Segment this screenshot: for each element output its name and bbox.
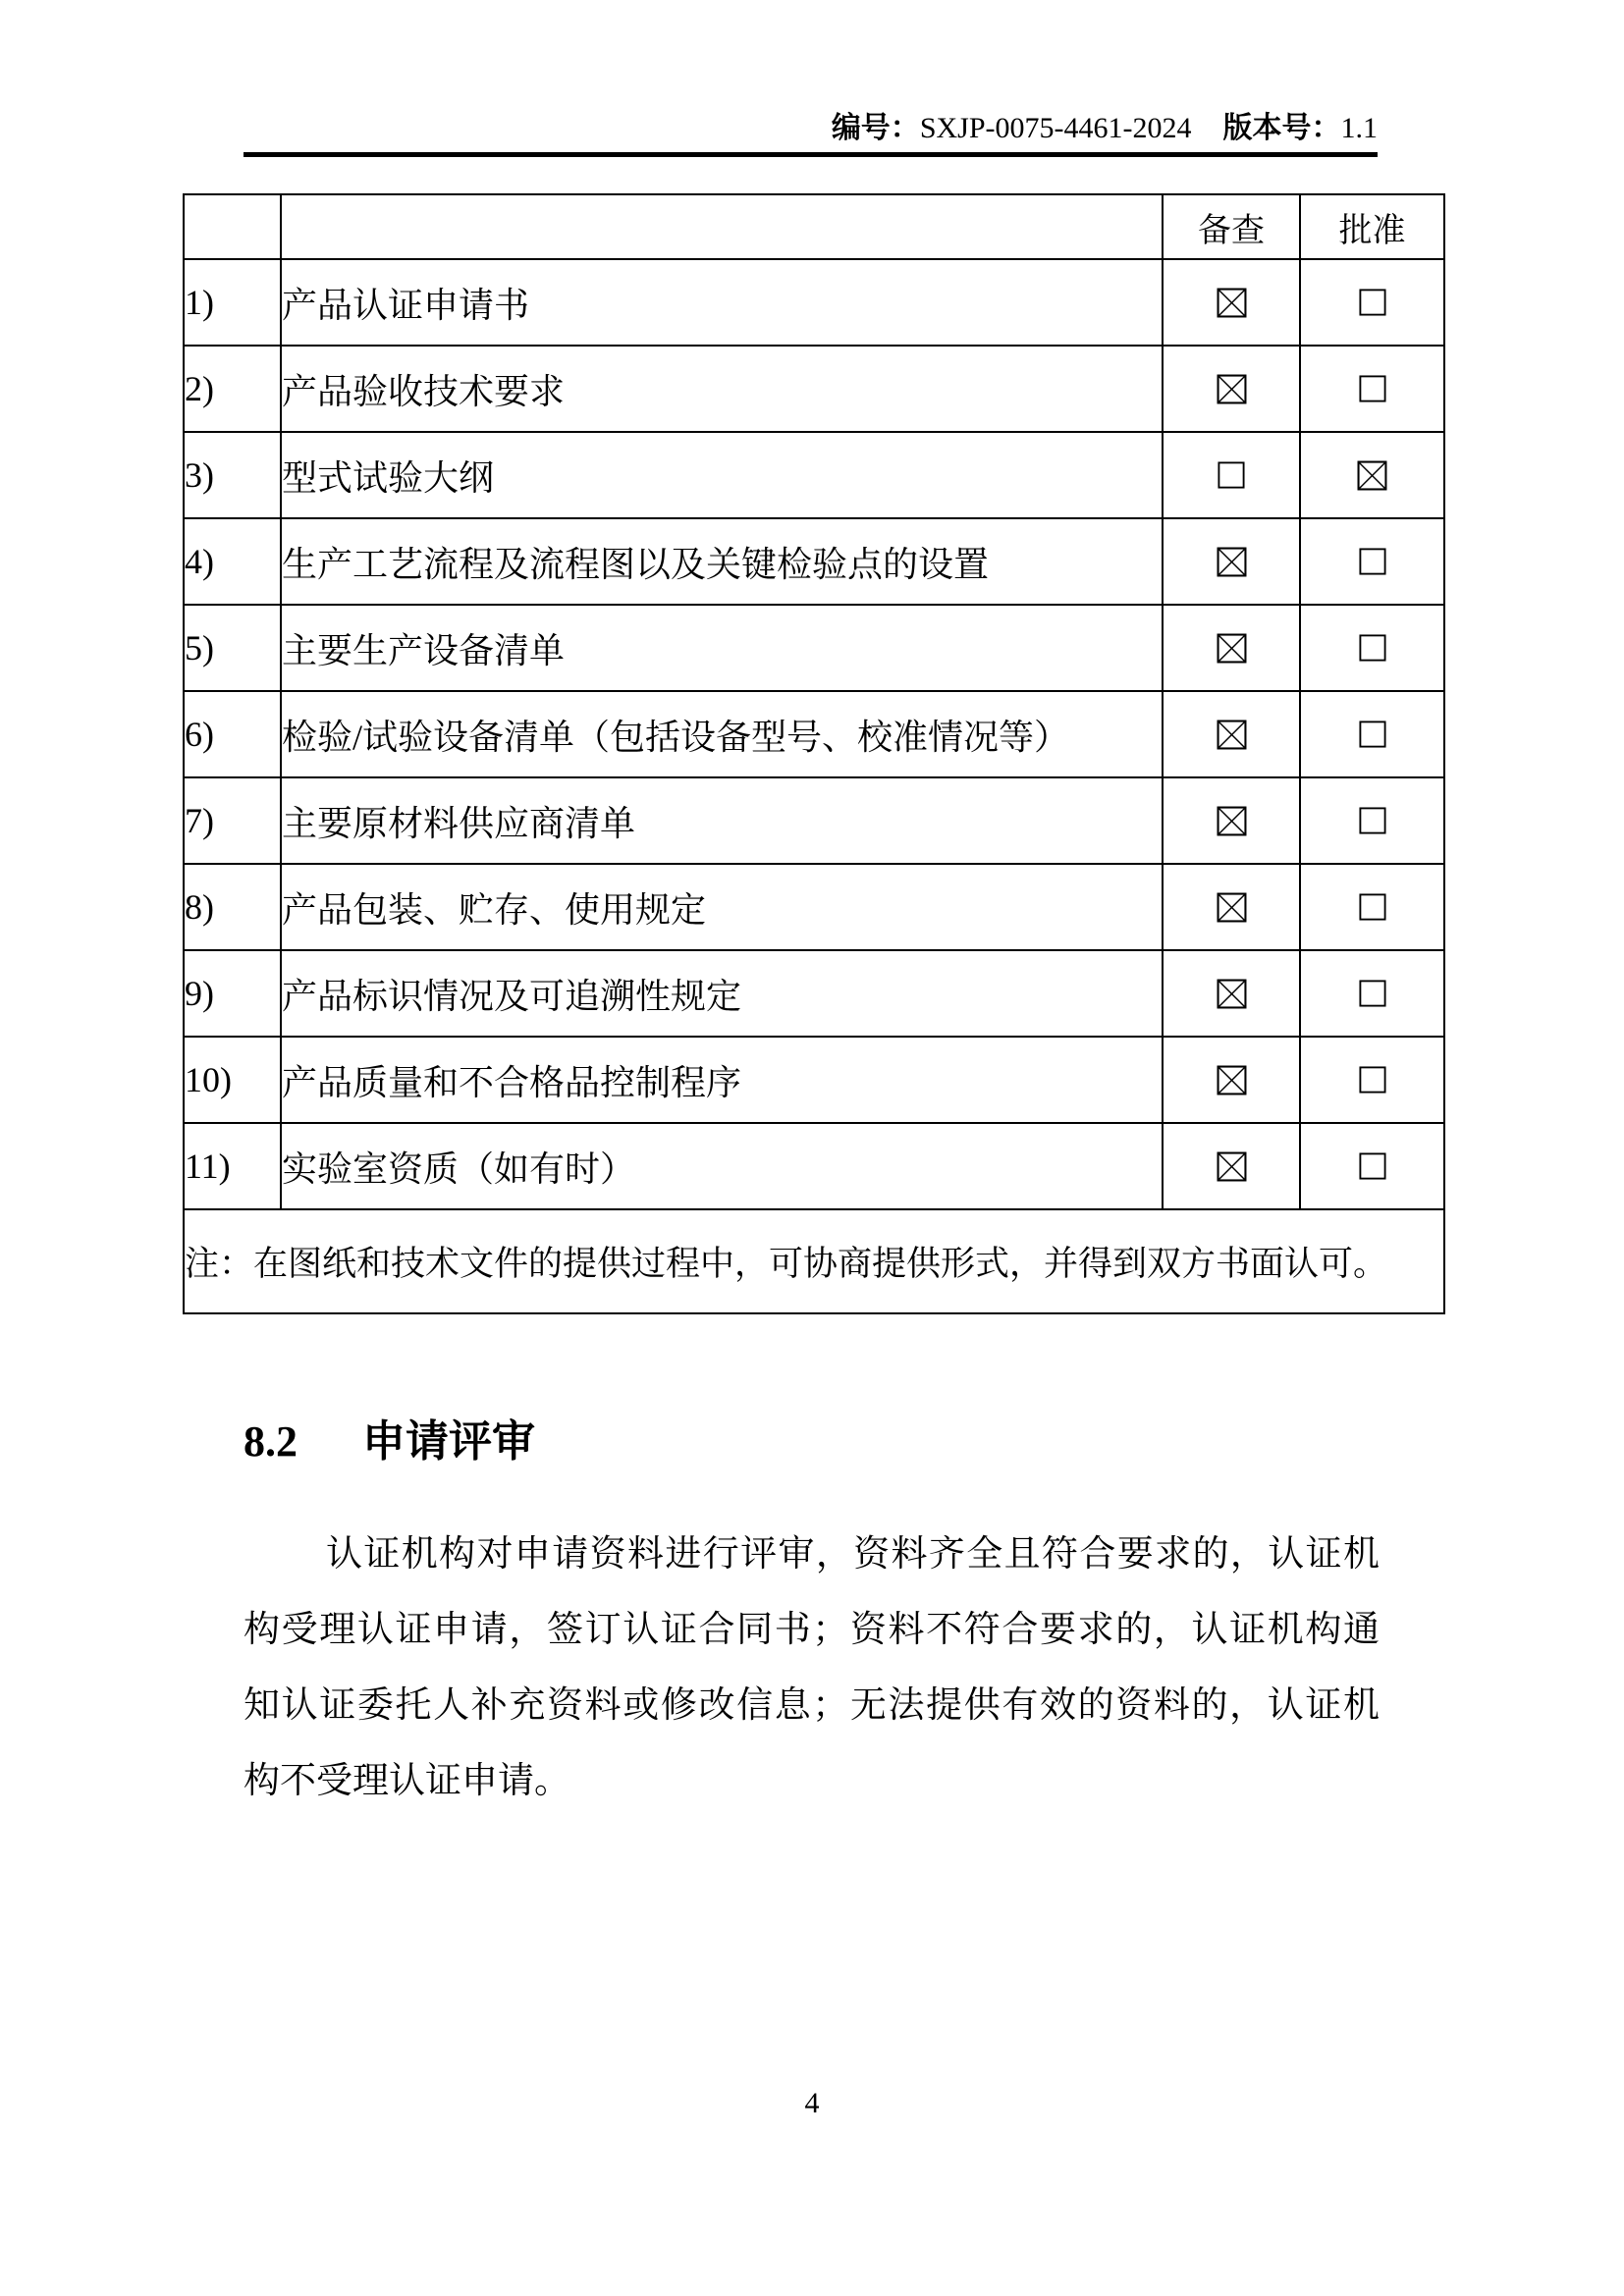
checkbox-unchecked-icon [1359, 807, 1386, 834]
row-item-label: 生产工艺流程及流程图以及关键检验点的设置 [281, 518, 1163, 605]
row-item-label: 主要生产设备清单 [281, 605, 1163, 691]
row-number: 9) [184, 950, 281, 1037]
version-value: 1.1 [1340, 112, 1378, 144]
table-row [184, 432, 1444, 518]
checkbox-checked-icon [1217, 547, 1247, 577]
doc-header [244, 110, 1378, 147]
corner-cell [184, 194, 281, 259]
col-header-beicha: 备查 [1163, 194, 1300, 259]
beicha-cell [1163, 864, 1300, 950]
paragraph-line: 认证机构对申请资料进行评审，资料齐全且符合要求的，认证机 [326, 1534, 1380, 1575]
row-item-label: 产品包装、贮存、使用规定 [281, 864, 1163, 950]
checkbox-unchecked-icon [1359, 548, 1386, 575]
checkbox-checked-icon [1217, 633, 1247, 664]
row-number: 10) [184, 1037, 281, 1123]
row-item-label: 实验室资质（如有时） [281, 1123, 1163, 1209]
beicha-cell [1163, 605, 1300, 691]
row-number: 5) [184, 605, 281, 691]
paragraph-line: 知认证委托人补充资料或修改信息；无法提供有效的资料的，认证机 [244, 1685, 1380, 1726]
checkbox-checked-icon [1217, 892, 1247, 923]
row-number: 11) [184, 1123, 281, 1209]
checkbox-checked-icon [1357, 460, 1387, 491]
row-item-label: 产品认证申请书 [281, 259, 1163, 346]
checkbox-checked-icon [1217, 374, 1247, 404]
row-number: 4) [184, 518, 281, 605]
row-item-label: 产品验收技术要求 [281, 346, 1163, 432]
pizhun-cell [1300, 691, 1444, 777]
pizhun-cell [1300, 432, 1444, 518]
table-note: 注：在图纸和技术文件的提供过程中，可协商提供形式，并得到双方书面认可。 [184, 1209, 1444, 1313]
table-row [184, 864, 1444, 950]
row-item-label: 产品质量和不合格品控制程序 [281, 1037, 1163, 1123]
row-item-label: 检验/试验设备清单（包括设备型号、校准情况等） [281, 691, 1163, 777]
pizhun-cell [1300, 950, 1444, 1037]
row-number: 8) [184, 864, 281, 950]
checkbox-checked-icon [1217, 720, 1247, 750]
pizhun-cell [1300, 605, 1444, 691]
item-header-cell [281, 194, 1163, 259]
pizhun-cell [1300, 518, 1444, 605]
row-item-label: 型式试验大纲 [281, 432, 1163, 518]
version-label: 版本号： [1222, 112, 1341, 144]
table-row [184, 518, 1444, 605]
table-row [184, 950, 1444, 1037]
row-number: 7) [184, 777, 281, 864]
table-note-row [184, 1209, 1444, 1313]
table-row [184, 346, 1444, 432]
section-title: 申请评审 [362, 1417, 535, 1466]
checklist-body [184, 194, 1444, 1313]
row-item-label: 产品标识情况及可追溯性规定 [281, 950, 1163, 1037]
checkbox-unchecked-icon [1359, 375, 1386, 402]
section-heading [244, 1406, 535, 1468]
pizhun-cell [1300, 346, 1444, 432]
table-row [184, 777, 1444, 864]
checkbox-unchecked-icon [1218, 461, 1245, 489]
beicha-cell [1163, 518, 1300, 605]
beicha-cell [1163, 950, 1300, 1037]
row-number: 3) [184, 432, 281, 518]
table-header-row [184, 194, 1444, 259]
beicha-cell [1163, 432, 1300, 518]
page-number: 4 [804, 2087, 820, 2119]
table-row [184, 1123, 1444, 1209]
header-rule [244, 152, 1378, 157]
checkbox-unchecked-icon [1359, 289, 1386, 316]
col-header-pizhun: 批准 [1300, 194, 1444, 259]
checkbox-unchecked-icon [1359, 721, 1386, 748]
checklist-table [183, 193, 1445, 1314]
section-number: 8.2 [244, 1417, 298, 1466]
pizhun-cell [1300, 1123, 1444, 1209]
body-paragraph [244, 1517, 1380, 1819]
pizhun-cell [1300, 1037, 1444, 1123]
row-number: 2) [184, 346, 281, 432]
checkbox-checked-icon [1217, 288, 1247, 318]
beicha-cell [1163, 1123, 1300, 1209]
checkbox-unchecked-icon [1359, 1152, 1386, 1180]
beicha-cell [1163, 346, 1300, 432]
row-item-label: 主要原材料供应商清单 [281, 777, 1163, 864]
checkbox-checked-icon [1217, 806, 1247, 836]
doc-number-value: SXJP-0075-4461-2024 [919, 112, 1192, 144]
checkbox-unchecked-icon [1359, 893, 1386, 921]
checkbox-unchecked-icon [1359, 1066, 1386, 1094]
table-row [184, 691, 1444, 777]
table-row [184, 259, 1444, 346]
table-row [184, 605, 1444, 691]
checkbox-checked-icon [1217, 1151, 1247, 1182]
beicha-cell [1163, 691, 1300, 777]
beicha-cell [1163, 777, 1300, 864]
doc-number-label: 编号： [831, 112, 920, 144]
checkbox-unchecked-icon [1359, 980, 1386, 1007]
checkbox-checked-icon [1217, 979, 1247, 1009]
row-number: 1) [184, 259, 281, 346]
paragraph-line: 构受理认证申请，签订认证合同书；资料不符合要求的，认证机构通 [244, 1610, 1380, 1650]
paragraph-line: 构不受理认证申请。 [244, 1761, 570, 1801]
pizhun-cell [1300, 777, 1444, 864]
beicha-cell [1163, 1037, 1300, 1123]
pizhun-cell [1300, 864, 1444, 950]
row-number: 6) [184, 691, 281, 777]
checkbox-checked-icon [1217, 1065, 1247, 1095]
pizhun-cell [1300, 259, 1444, 346]
table-row [184, 1037, 1444, 1123]
beicha-cell [1163, 259, 1300, 346]
checkbox-unchecked-icon [1359, 634, 1386, 662]
